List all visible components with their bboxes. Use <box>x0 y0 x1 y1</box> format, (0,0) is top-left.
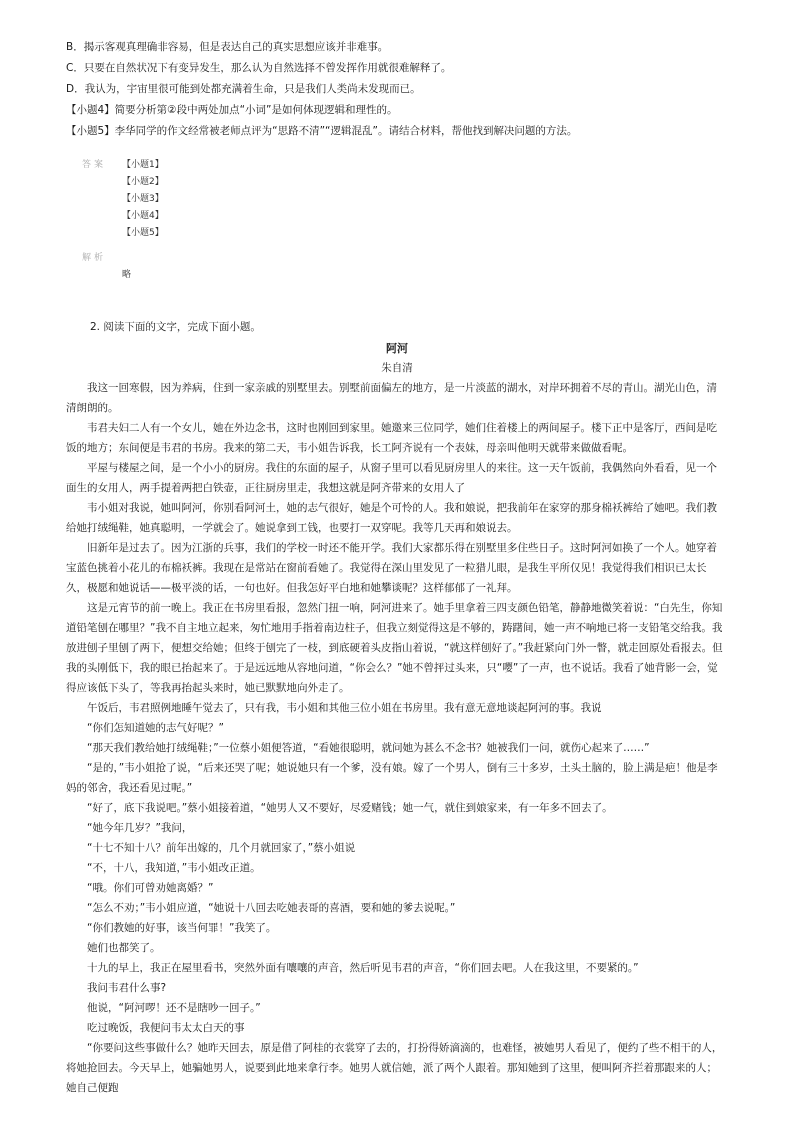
dialogue-line-3: “是的，”韦小姐抢了说，“后来还哭了呢；她说她只有一个爹，没有娘。嫁了一个男人，倒有三十多岁，土头土脑的，脸上满是疤！他是李妈的邻舍，我还看见过呢。” <box>66 762 718 794</box>
dialogue-line-13: 我问韦君什么事? <box>87 982 167 994</box>
answer-item-2: 【小题2】 <box>122 177 164 187</box>
paragraph-5: 旧新年是过去了。因为江浙的兵事，我们的学校一时还不能开学。我们大家都乐得在别墅里多住些日子。这时阿河如换了一个人。她穿着宝蓝色挑着小花儿的布棉袄裤。我现在是常站在窗前看她了。我觉得在深山里发见了一粒猎儿眼，是我生平所仅见！我觉得我们相识已太长久，极愿和她说话——极平淡的话，一句也好。但我怎好平白地和她攀谈呢？这样郁郁了一礼拜。 <box>66 542 717 594</box>
analysis-text: 略 <box>122 270 132 280</box>
paragraph-1: 我这一回寒假，因为养病，住到一家亲戚的别墅里去。别墅前面偏左的地方，是一片淡蓝的湖水，对岸环拥着不尽的青山。湖光山色，清清朗朗的。 <box>66 382 717 414</box>
dialogue-line-9: “怎么不劝；”韦小姐应道，“她说十八回去吃她表哥的喜酒，要和她的爹去说呢。” <box>87 902 456 914</box>
dialogue-line-8: “哦。你们可曾劝她离婚？” <box>87 882 214 894</box>
dialogue-line-15: 吃过晚饭，我便问韦太太白天的事 <box>87 1022 245 1034</box>
dialogue-line-2: “那天我们教给她打绒绳鞋；”一位蔡小姐便答道，“看她很聪明，就问她为甚么不念书？她被我们一问，就伤心起来了……” <box>87 742 650 754</box>
dialogue-line-6: “十七不知十八？前年出嫁的，几个月就回家了，”蔡小姐说 <box>87 842 356 854</box>
paragraph-6: 这是元宵节的前一晚上。我正在书房里看报，忽然门扭一响，阿河进来了。她手里拿着三四支颜色铅笔，静静地微笑着说：“白先生，你知道铅笔刨在哪里？”我不自主地立起来，匆忙地用手指着南边柱子，但我立刻觉得这是不够的，踌躇间，她一声不响地已将一支铅笔交给我。我放进刨子里刨了两下，便想交给她；但终于刨完了一枝，到底硬着头皮指山着说，“就这样刨好了。”我赶紧向门外一瞥，就走回原处看报去。但我的头刚低下，我的眼已抬起来了。于是远远地从容地问道，“你会么？”她不曾抨过头来，只“嘤”了一声，也不说话。我看了她背影一会，觉得应该低下头了，等我再抬起头来时，她已默默地向外走了。 <box>66 602 723 694</box>
question-5: 【小题5】李华同学的作文经常被老师点评为“思路不清”“逻辑混乱”。请结合材料，帮他找到解决问题的方法。 <box>66 125 578 137</box>
paragraph-4: 韦小姐对我说，她叫阿河，你别看阿河土，她的志气很好，她是个可怜的人。我和娘说，把我前年在家穿的那身棉袄裤给了她吧。我们教给她打绒绳鞋，她真聪明，一学就会了。她说拿到工钱，也要打一双穿呢。我等几天再和娘说去。 <box>66 502 717 534</box>
paragraph-7: 午饭后，韦君照例地睡午觉去了，只有我，韦小姐和其他三位小姐在书房里。我有意无意地谈起阿河的事。我说 <box>87 702 602 714</box>
dialogue-line-10: “你们教她的好事，该当何罪！”我笑了。 <box>87 922 277 934</box>
answer-label: 答案 <box>82 160 107 170</box>
section-prompt: 2. 阅读下面的文字，完成下面小题。 <box>90 321 261 333</box>
analysis-label: 解析 <box>82 253 107 263</box>
dialogue-line-4: “好了，底下我说吧。”蔡小姐接着道，“她男人又不要好，尽爱赌钱；她一气，就住到娘家来，有一年多不回去了。 <box>87 802 613 814</box>
dialogue-line-14: 他说，“阿河啰！还不是瞎吵一回子。” <box>87 1002 261 1014</box>
paragraph-2: 韦君夫妇二人有一个女儿，她在外边念书，这时也刚回到家里。她邀来三位同学，她们住着楼上的两间屋子。楼下正中是客厅，西间是吃饭的地方；东间便是韦君的书房。我来的第二天，韦小姐告诉我，长工阿齐说有一个表妹，母亲叫他明天就带来做做看呢。 <box>66 422 717 454</box>
dialogue-line-11: 她们也都笑了。 <box>87 942 161 954</box>
answer-item-3: 【小题3】 <box>122 194 164 204</box>
article-title: 阿河 <box>386 342 408 355</box>
dialogue-line-1: “你们怎知道她的志气好呢？” <box>87 722 224 734</box>
answer-item-5: 【小题5】 <box>122 228 164 238</box>
option-d: D．我认为，宇宙里很可能到处都充满着生命，只是我们人类尚未发现而已。 <box>66 83 421 95</box>
answer-item-1: 【小题1】 <box>122 160 164 170</box>
paragraph-3: 平屋与楼屋之间，是一个小小的厨房。我住的东面的屋子，从窗子里可以看见厨房里人的来往。这一天午饭前，我偶然向外看看，见一个面生的女用人，两手提着两把白铁壶，正往厨房里走，我想这就是阿齐带来的女用人了 <box>66 462 717 494</box>
option-c: C．只要在自然状况下有变异发生，那么认为自然选择不曾发挥作用就很难解释了。 <box>66 62 452 74</box>
option-b: B．揭示客观真理确非容易，但是表达自己的真实思想应该并非难事。 <box>66 41 389 53</box>
answer-item-4: 【小题4】 <box>122 211 164 221</box>
dialogue-line-5: “她今年几岁？”我问， <box>87 822 193 834</box>
article-author: 朱自清 <box>381 362 413 374</box>
question-4: 【小题4】简要分析第②段中两处加点“小词”是如何体现逻辑和理性的。 <box>66 104 398 116</box>
dialogue-line-7: “不，十八，我知道，”韦小姐改正道。 <box>87 862 261 874</box>
dialogue-line-16: “你要问这些事做什么？她昨天回去，原是借了阿桂的衣裳穿了去的，打扮得娇滴滴的，也难怪，被她男人看见了，便约了些不相干的人，将她抢回去。今天早上，她骗她男人，说要到此地来拿行李。她男人就信她，派了两个人跟着。那知她到了这里，便叫阿齐拦着那跟来的人；她自己便跑 <box>66 1042 723 1094</box>
dialogue-line-12: 十九的早上，我正在屋里看书，突然外面有嚷嚷的声音，然后听见韦君的声音，“你们回去吧。人在我这里，不要紧的。” <box>87 962 639 974</box>
